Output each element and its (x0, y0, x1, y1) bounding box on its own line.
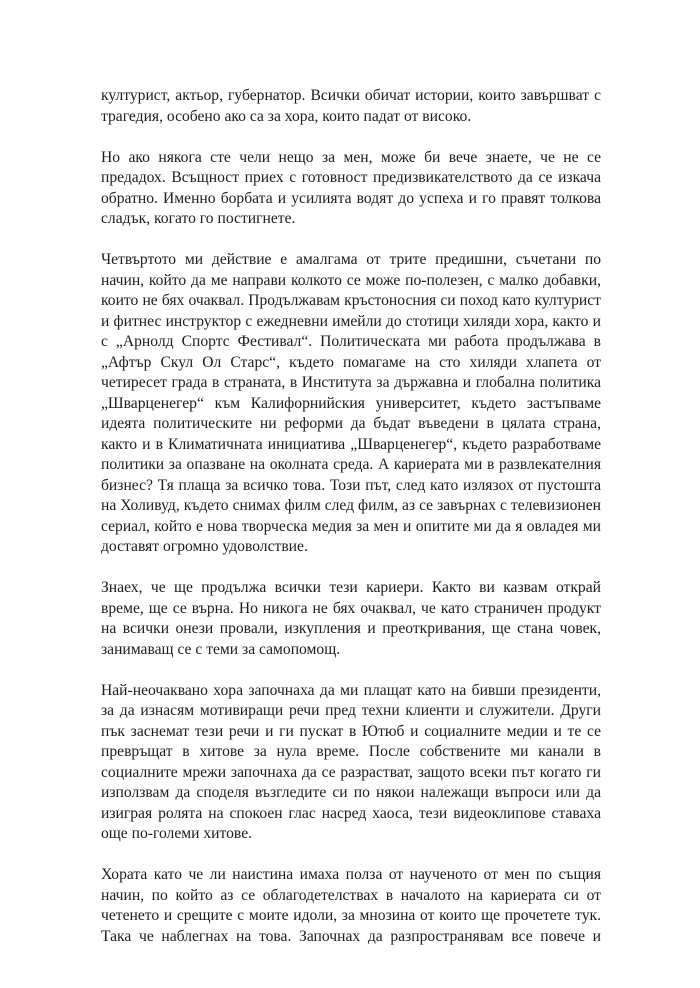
paragraph-2: Но ако някога сте чели нещо за мен, може би вече знаете, че не се предадох. Всъщност приех с готовност предизвикателството да се изкача обратно. Именно борбата и усилията водят до успеха и го правят толкова сладък, когато го постигнете. (101, 148, 601, 227)
paragraph-5: Най-неочаквано хора започнаха да ми плащат като на бивши президенти, за да изнасям мотивиращи речи пред техни клиенти и служители. Други пък заснемат тези речи и ги пускат в Ютюб и социалните медии и те се превръщат в хитове за нула време. После собствените ми канали в социалните мрежи започнаха да се разрастват, защото всеки път когато ги използвам да споделя възгледите си по някои належащи въпроси или да изиграя ролята на спокоен глас насред хаоса, тези видеоклипове ставаха още по-големи хитове. (101, 681, 601, 842)
paragraph-4: Знаех, че ще продължа всички тези кариери. Както ви казвам открай време, ще се върна. Но никога не бях очаквал, че като страничен продукт на всички онези провали, изкупления и преоткривания, ще стана човек, занимаващ се с теми за самопомощ. (101, 579, 601, 658)
paragraph-1: културист, актьор, губернатор. Всички обичат истории, които завършват с трагедия, особено ако са за хора, които падат от високо. (101, 87, 601, 125)
body-text (101, 86, 601, 968)
paragraph-3: Четвъртото ми действие е амалгама от трите предишни, съчетани по начин, който да ме направи колкото се може по-полезен, с малко добавки, които не бях очаквал. Продължавам кръстоносния си поход като културист и фитнес инструктор с ежедневни имейли до стотици хиляди хора, както и с „Арнолд Спортс Фестивал“. Политическата ми работа продължава в „Афтър Скул Ол Старс“, където помагаме на сто хиляди хлапета от четиресет града в страната, в Института за държавна и глобална политика „Шварценегер“ към Калифорнийския университет, където застъпваме идеята политическите ни реформи да бъдат въведени в цялата страна, както и в Климатичната инициатива „Шварценегер“, където разработваме политики за опазване на околната среда. А кариерата ми в развлекателния бизнес? Тя плаща за всичко това. Този път, след като излязох от пустошта на Холивуд, където снимах филм след филм, аз се завърнах с телевизионен сериал, който е нова творческа медия за мен и опитите ми да я овладея ми доставят огромно удоволствие. (101, 251, 601, 555)
paragraph-6: Хората като че ли наистина имаха полза от наученото от мен по същия начин, по който аз се облагодетелствах в началото на кариерата си от четенето и срещите с моите идоли, за мнозина от които ще прочетете тук. Така че наблегнах на това. Започнах да разпространявам все повече и (101, 866, 601, 945)
